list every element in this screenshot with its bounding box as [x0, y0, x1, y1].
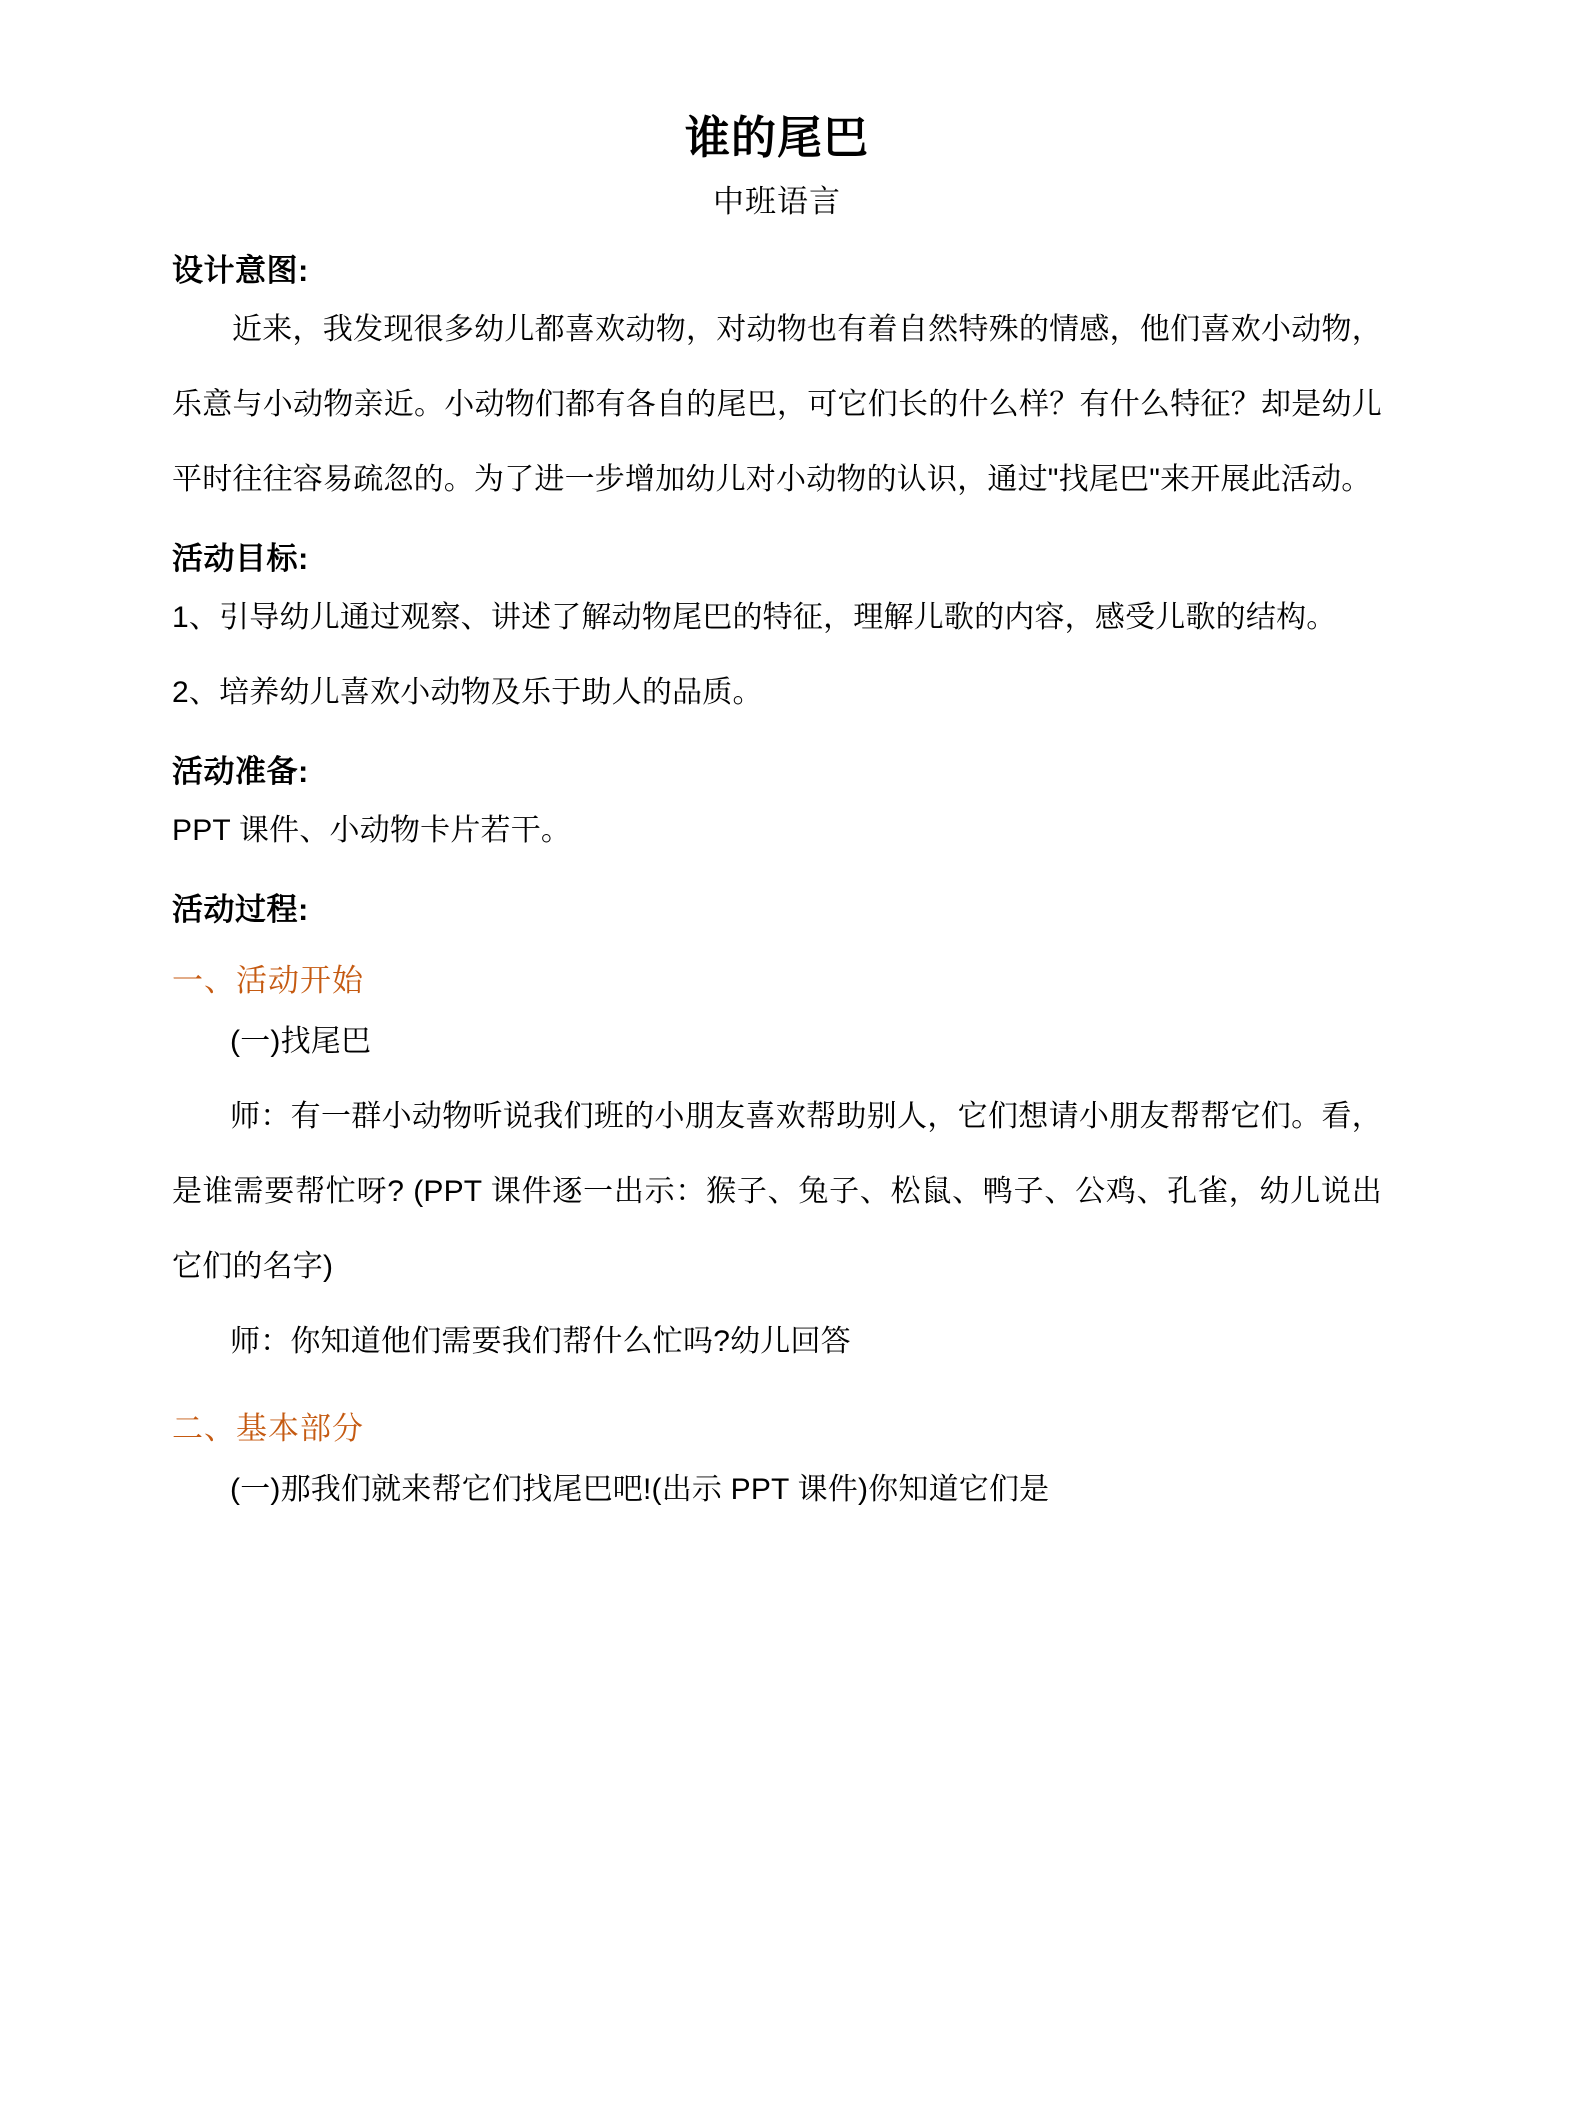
section-heading-part-two: 二、基本部分 [172, 1410, 364, 1446]
paragraph-preparation: PPT 课件、小动物卡片若干。 [172, 813, 572, 847]
objective-item-1: 1、引导幼儿通过观察、讲述了解动物尾巴的特征，理解儿歌的内容，感受儿歌的结构。 [172, 600, 1337, 634]
sub-heading-find-tail: (一)找尾巴 [230, 1024, 372, 1058]
section-heading-preparation: 活动准备: [172, 753, 309, 789]
section-heading-process: 活动过程: [172, 891, 309, 927]
paragraph-part-two-line-1: (一)那我们就来帮它们找尾巴吧!(出示 PPT 课件)你知道它们是 [230, 1472, 1050, 1506]
document-content [172, 0, 1382, 1527]
section-heading-part-one: 一、活动开始 [172, 962, 364, 998]
page-subtitle: 中班语言 [713, 184, 841, 220]
objective-item-2: 2、培养幼儿喜欢小动物及乐于助人的品质。 [172, 675, 763, 709]
paragraph-teacher-line-2: 师：你知道他们需要我们帮什么忙吗?幼儿回答 [230, 1324, 851, 1358]
page-title: 谁的尾巴 [684, 112, 869, 163]
section-heading-design-intent: 设计意图: [172, 252, 309, 288]
paragraph-design-intent: 近来，我发现很多幼儿都喜欢动物，对动物也有着自然特殊的情感，他们喜欢小动物，乐意与小动物亲近。小动物们都有各自的尾巴，可它们长的什么样？有什么特征？却是幼儿平时往往容易疏忽的。为了进一步增加幼儿对小动物的认识，通过"找尾巴"来开展此活动。 [172, 312, 1382, 496]
paragraph-teacher-line-1: 师：有一群小动物听说我们班的小朋友喜欢帮助别人，它们想请小朋友帮帮它们。看，是谁需要帮忙呀? (PPT 课件逐一出示：猴子、兔子、松鼠、鸭子、公鸡、孔雀，幼儿说出它们的名字) [172, 1099, 1382, 1283]
section-heading-objectives: 活动目标: [172, 540, 309, 576]
